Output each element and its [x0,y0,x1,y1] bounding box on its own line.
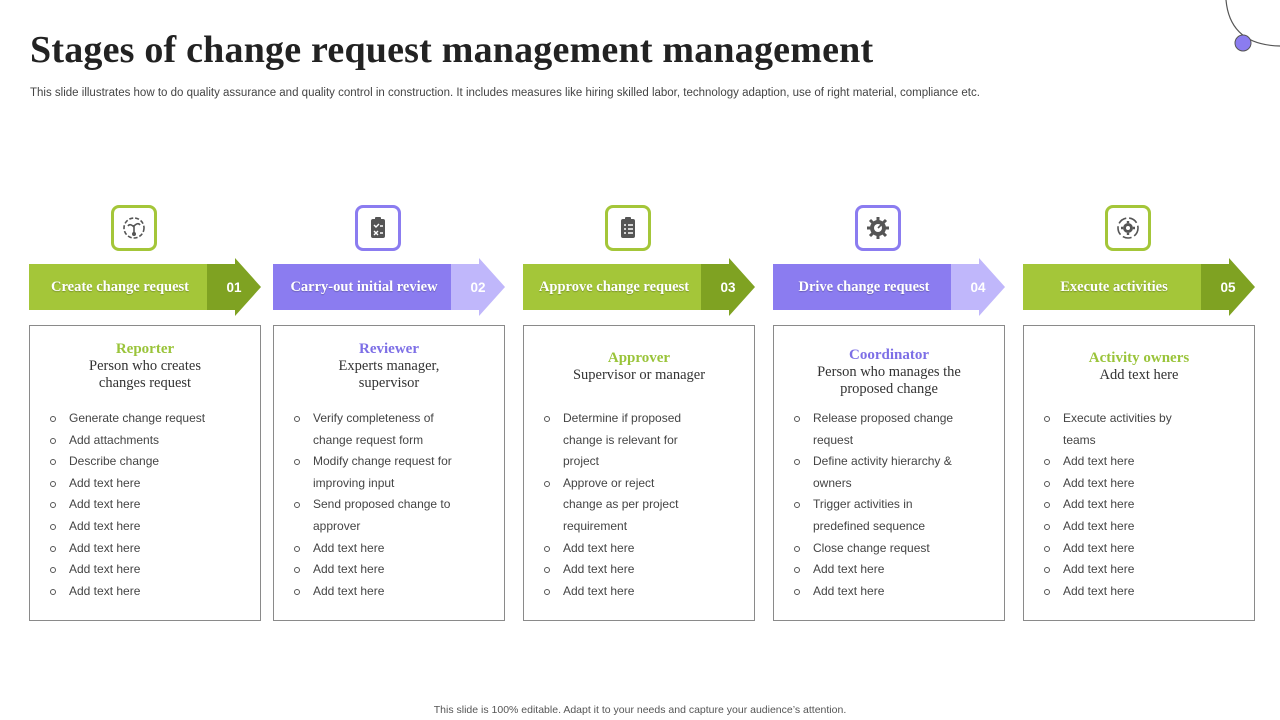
bullet-item: Add text here [1042,451,1246,473]
role-description: Person who creates [89,358,201,374]
stage-01 [29,205,261,625]
footer-note: This slide is 100% editable. Adapt it to your needs and capture your audience’s attention. [433,704,847,716]
stage-number: 03 [720,279,736,295]
bullet-list [542,408,746,602]
role-description: changes request [98,375,192,391]
stage-05 [1023,205,1255,625]
role-title: Reporter [115,341,175,357]
stage-arrow [773,258,1005,316]
stage-title: Execute activities [1060,278,1168,295]
bullet-item: improving input [313,475,395,490]
bullet-item: Generate change request [48,408,252,430]
stage-number: 04 [970,279,986,295]
stage-number: 02 [470,279,486,295]
bullet-item: Add text here [542,581,746,603]
card-header [274,326,504,392]
bullet-item: Add text here [1042,494,1246,516]
gear-gauge-icon [855,205,901,251]
bullet-list [292,408,496,602]
bullet-item: Define activity hierarchy & [792,451,996,473]
bullet-item: Add text here [542,559,746,581]
bullet-item: approver [313,518,361,533]
bullet-item: change as per project [563,497,679,512]
stage-number: 01 [226,279,242,295]
bullet-item: Add text here [48,559,252,581]
gear-cycle-icon [1105,205,1151,251]
stage-arrow [273,258,505,316]
bullet-item: Add text here [1042,581,1246,603]
card-header [30,326,260,392]
stage-02 [273,205,505,625]
bullet-item: Add text here [542,538,746,560]
stage-arrow [1023,258,1255,316]
bullet-item: Describe change [48,451,252,473]
bullet-item: Modify change request for [292,451,496,473]
role-title: Reviewer [359,341,419,357]
stage-arrow [29,258,261,316]
card-header [1024,326,1254,384]
bullet-list [48,408,252,602]
bullet-item: Approve or reject [542,473,746,495]
stage-arrow [523,258,755,316]
bullet-item: Add text here [1042,538,1246,560]
stage-number: 05 [1220,279,1236,295]
bullet-item: Add text here [48,581,252,603]
page-subtitle: This slide illustrates how to do quality assurance and quality control in construction. It includes measures like hiring skilled labor, technology adaption, use of right material, compliance etc. [30,87,980,99]
growth-cycle-icon [111,205,157,251]
bullet-item: request [813,432,854,447]
stage-title: Carry-out initial review [290,278,438,295]
bullet-list [1042,408,1246,602]
stage-title: Drive change request [798,278,930,295]
card-header [524,326,754,384]
stage-card [523,325,755,621]
stage-card [273,325,505,621]
stage-title: Create change request [51,278,189,295]
role-title: Activity owners [1088,350,1190,366]
card-header [774,326,1004,398]
bullet-item: Add text here [792,559,996,581]
bullet-item: requirement [563,518,628,533]
stage-03 [523,205,755,625]
stage-card [29,325,261,621]
role-description: supervisor [358,375,420,391]
bullet-item: Add text here [1042,516,1246,538]
bullet-item: Add attachments [48,430,252,452]
role-description: Person who manages the [817,364,961,380]
bullet-item: Add text here [48,473,252,495]
role-description: Supervisor or manager [572,367,706,383]
bullet-item: Add text here [48,516,252,538]
role-description: Add text here [1099,367,1179,383]
stage-card [1023,325,1255,621]
page-title: Stages of change request management management [30,29,874,71]
bullet-item: Add text here [292,581,496,603]
bullet-item: Close change request [792,538,996,560]
bullet-item: Add text here [292,559,496,581]
bullet-item: Add text here [1042,559,1246,581]
stage-title: Approve change request [538,278,690,295]
bullet-item: teams [1063,432,1096,447]
bullet-item: Trigger activities in [792,494,996,516]
bullet-item: predefined sequence [813,518,926,533]
bullet-item: change is relevant for [563,432,678,447]
role-title: Approver [607,350,671,366]
checklist-icon [605,205,651,251]
bullet-item: Verify completeness of [292,408,496,430]
bullet-list [792,408,996,602]
clipboard-check-icon [355,205,401,251]
corner-decoration [1200,0,1280,60]
stage-card [773,325,1005,621]
bullet-item: Execute activities by [1042,408,1246,430]
bullet-item: Send proposed change to [292,494,496,516]
bullet-item: change request form [313,432,424,447]
bullet-item: project [563,454,600,469]
stage-04 [773,205,1005,625]
role-description: Experts manager, [338,358,440,374]
bullet-item: Add text here [48,494,252,516]
bullet-item: Add text here [48,538,252,560]
role-title: Coordinator [849,347,929,363]
bullet-item: Add text here [292,538,496,560]
bullet-item: Determine if proposed [542,408,746,430]
bullet-item: Add text here [792,581,996,603]
bullet-item: Release proposed change [792,408,996,430]
role-description: proposed change [840,381,938,397]
bullet-item: Add text here [1042,473,1246,495]
bullet-item: owners [813,475,852,490]
